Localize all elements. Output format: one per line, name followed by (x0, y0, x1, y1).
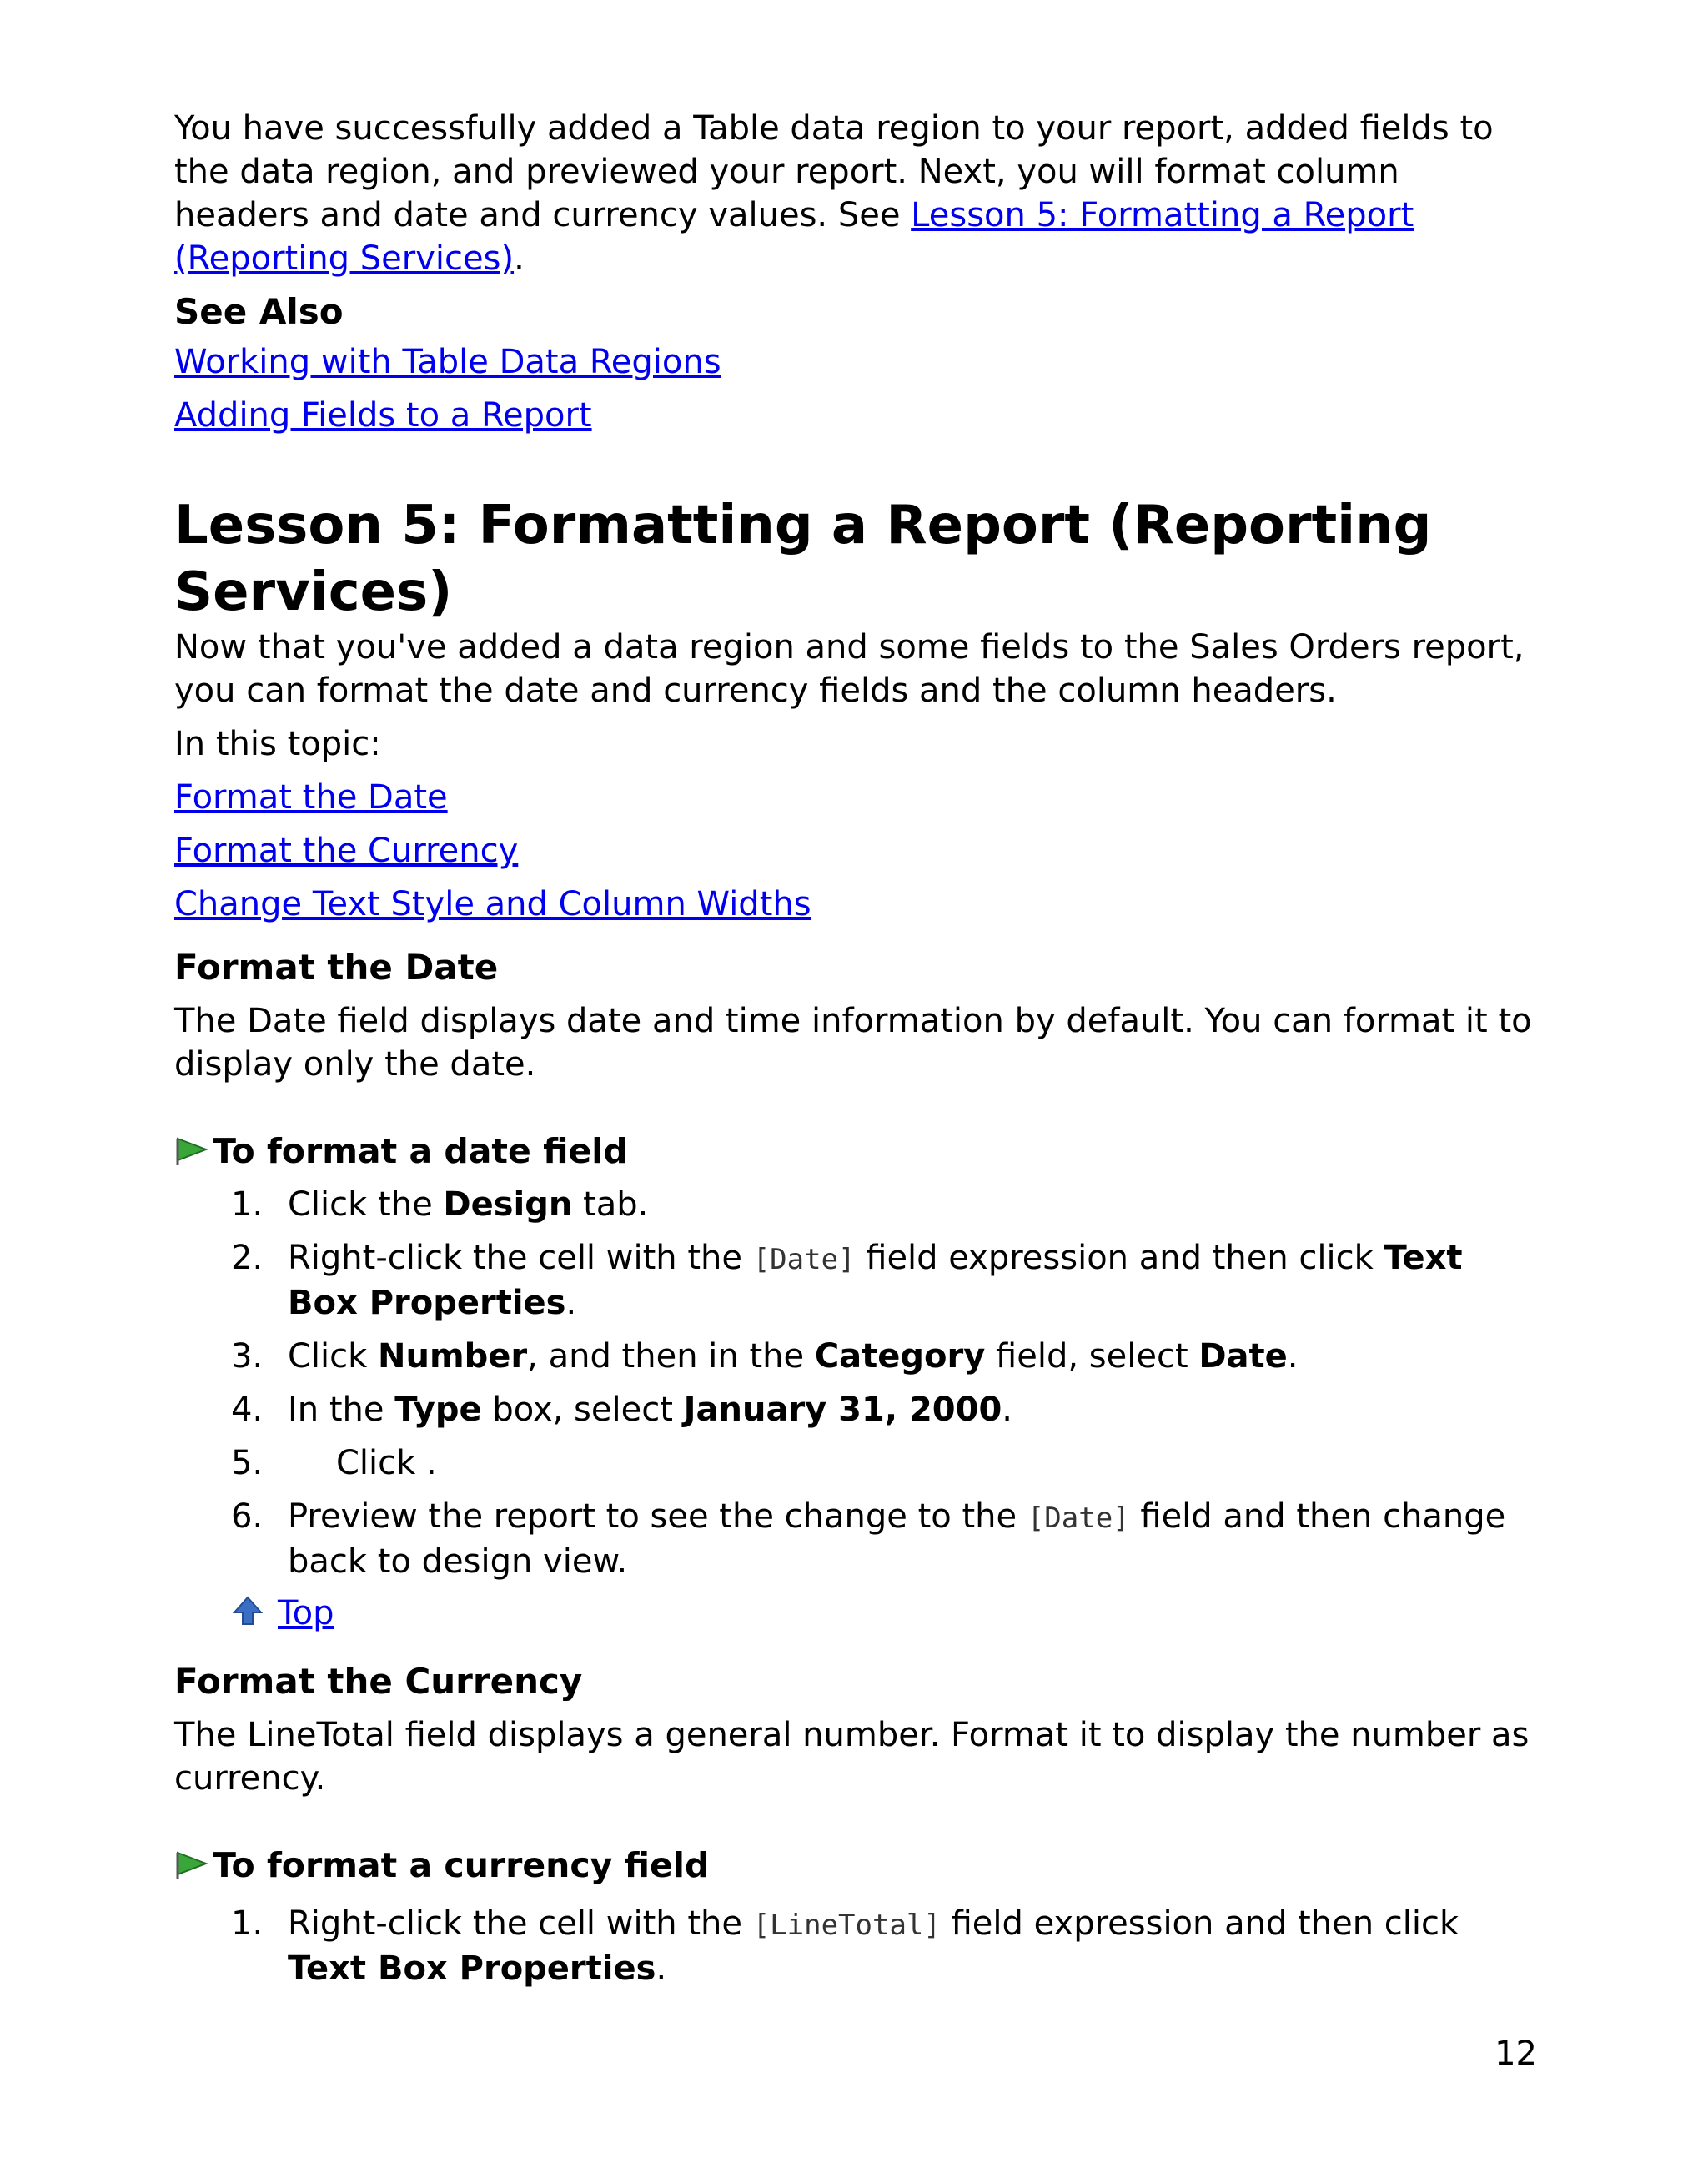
step-text: field expression and then click (855, 1239, 1384, 1277)
step-number: 3. (231, 1337, 264, 1376)
list-item (174, 1441, 1542, 1485)
intro-text: You have successfully added a Table data region to your report, added fields to the data region, and previewed your report. Next, you will format column headers and date and currency values. See (174, 109, 1494, 234)
step-text: . (1287, 1337, 1299, 1376)
format-date-desc: The Date field displays date and time information by default. You can format it to display only the date. (174, 1002, 1532, 1084)
green-flag-icon (174, 1849, 209, 1881)
step-text: field and then change back to design view. (288, 1497, 1506, 1581)
topic-link-format-currency[interactable]: Format the Currency (174, 832, 519, 870)
step-number: 4. (231, 1391, 264, 1429)
step-number: 2. (231, 1239, 264, 1277)
list-item (174, 1335, 1542, 1378)
step-bold: Number (378, 1337, 528, 1376)
lesson5-link[interactable]: Lesson 5: Formatting a Report (Reporting Services) (174, 196, 1414, 278)
step-bold: Category (814, 1337, 986, 1376)
step-text: . (656, 1949, 667, 1988)
date-steps-list (174, 1183, 1542, 1583)
step-text: In the (288, 1391, 395, 1429)
list-item (174, 1183, 1542, 1226)
step-number: 1. (231, 1904, 264, 1943)
content (174, 107, 1542, 1990)
topic-label: In this topic: (174, 725, 381, 763)
see-also-link-row-1 (174, 340, 1542, 384)
up-arrow-icon (233, 1596, 263, 1631)
topic-link-row-2 (174, 829, 1542, 873)
topic-link-row-1 (174, 776, 1542, 819)
step-bold: Type (394, 1391, 482, 1429)
procedure-currency-label: To format a currency field (213, 1845, 710, 1885)
format-date-heading: Format the Date (174, 947, 499, 988)
step-text: , and then in the (527, 1337, 815, 1376)
step-number: 5. (231, 1444, 264, 1482)
intro-end: . (514, 239, 525, 278)
step-text: Preview the report to see the change to the (288, 1497, 1027, 1536)
step-bold: Text Box Properties (288, 1949, 656, 1988)
top-link[interactable]: Top (278, 1594, 334, 1632)
step-text: Click (288, 1337, 379, 1376)
step-text: . (1002, 1391, 1013, 1429)
see-also-link-row-2 (174, 394, 1542, 437)
code-date: [Date] (752, 1243, 856, 1276)
format-currency-desc: The LineTotal field displays a general number. Format it to display the number as currency. (174, 1716, 1530, 1798)
topic-link-format-date[interactable]: Format the Date (174, 778, 448, 817)
format-currency-heading: Format the Currency (174, 1661, 583, 1702)
step-text: Click the (288, 1185, 444, 1224)
code-linetotal: [LineTotal] (752, 1909, 941, 1942)
topic-link-row-3 (174, 883, 1542, 926)
step-text: . (565, 1284, 577, 1322)
step-number: 6. (231, 1497, 264, 1536)
step-bold: January 31, 2000 (683, 1391, 1002, 1429)
green-flag-icon (174, 1135, 209, 1167)
list-item (174, 1388, 1542, 1431)
step-text: field, select (985, 1337, 1199, 1376)
see-also-link-tables[interactable]: Working with Table Data Regions (174, 343, 721, 381)
code-date: [Date] (1027, 1501, 1130, 1535)
top-link-row (174, 1590, 1542, 1637)
list-item (174, 1495, 1542, 1583)
topic-link-text-style[interactable]: Change Text Style and Column Widths (174, 885, 811, 923)
lesson-intro: Now that you've added a data region and some fields to the Sales Orders report, you can format the date and currency fields and the column headers. (174, 628, 1525, 710)
step-bold: Design (443, 1185, 573, 1224)
step-text: Right-click the cell with the (288, 1904, 753, 1943)
currency-steps-list (174, 1902, 1542, 1990)
list-item (174, 1902, 1542, 1990)
intro-paragraph (174, 107, 1542, 280)
procedure-currency-title (174, 1843, 1542, 1887)
step-bold: Date (1198, 1337, 1288, 1376)
step-bold: Text Box Properties (288, 1239, 1463, 1322)
step-text: Right-click the cell with the (288, 1239, 753, 1277)
procedure-date-title (174, 1129, 1542, 1173)
step-text: Click . (336, 1444, 437, 1482)
lesson-title: Lesson 5: Formatting a Report (Reporting Services) (174, 495, 1432, 623)
step-text: field expression and then click (940, 1904, 1459, 1943)
list-item (174, 1236, 1542, 1325)
procedure-date-label: To format a date field (213, 1131, 628, 1171)
step-text: box, select (481, 1391, 684, 1429)
see-also-heading: See Also (174, 291, 344, 332)
page-number: 12 (1494, 2035, 1537, 2073)
see-also-link-fields[interactable]: Adding Fields to a Report (174, 396, 592, 435)
step-text: tab. (572, 1185, 649, 1224)
step-number: 1. (231, 1185, 264, 1224)
